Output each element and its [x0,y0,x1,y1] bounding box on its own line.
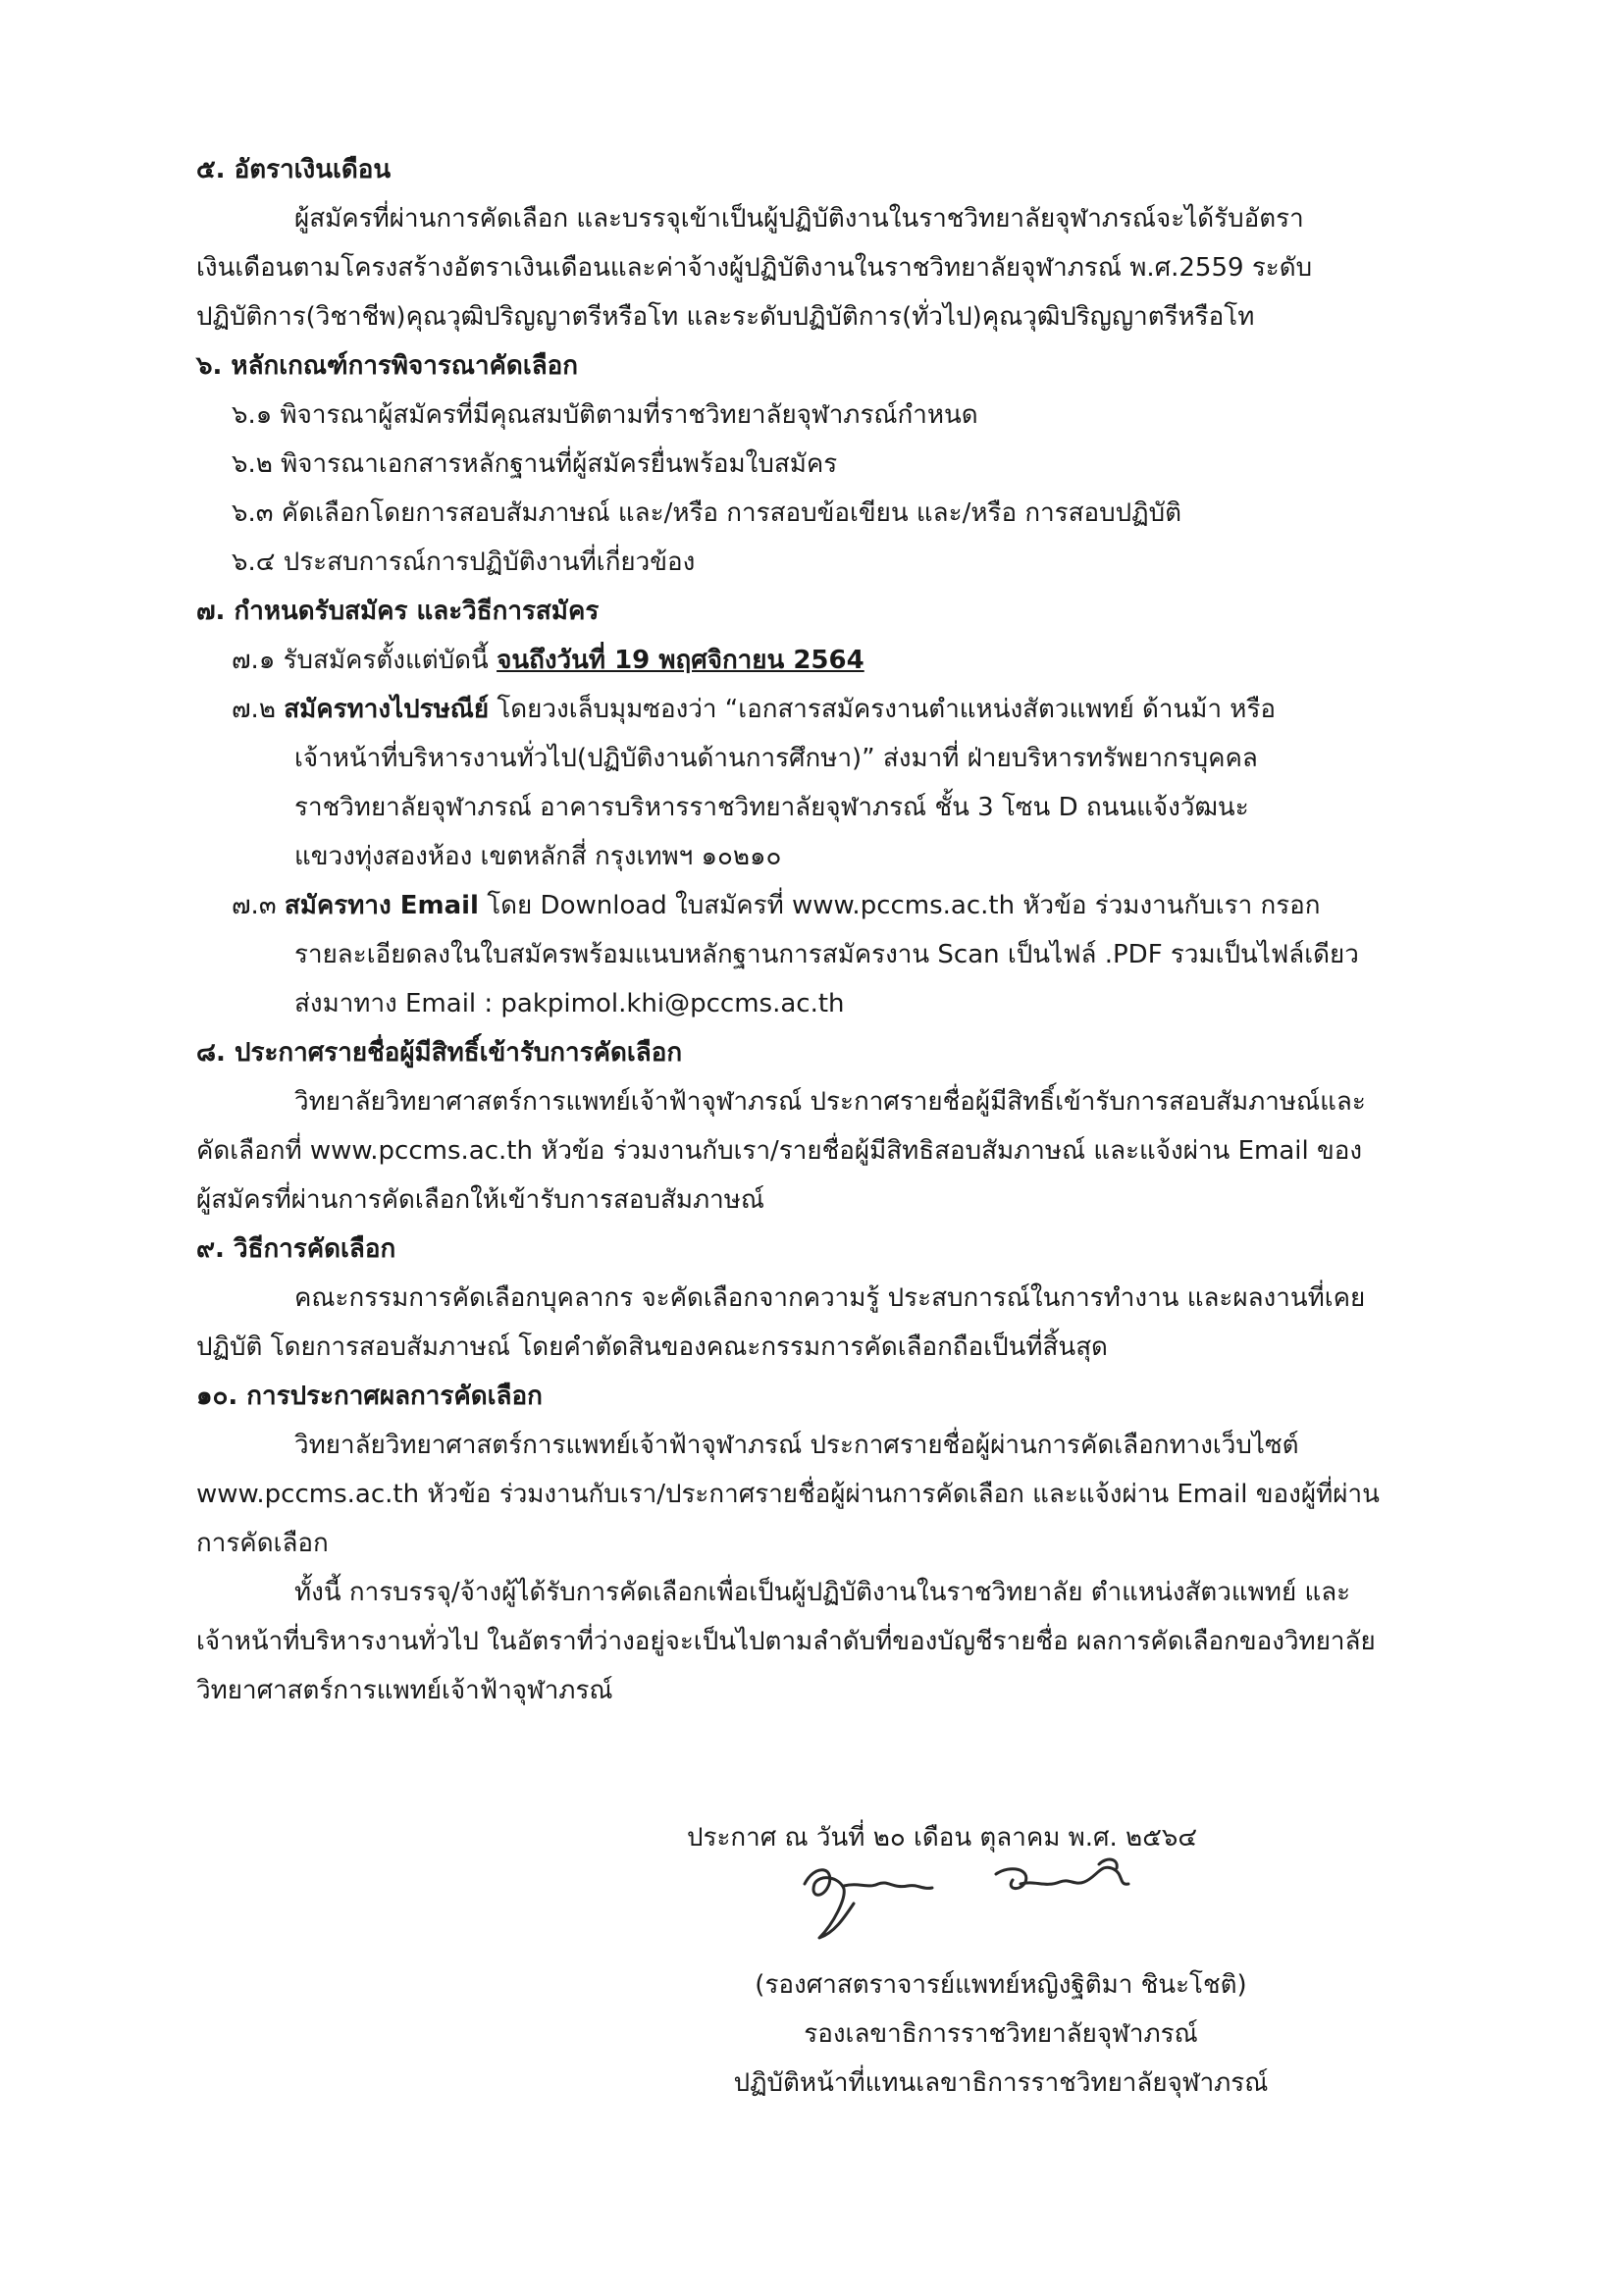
paragraph-line: เจ้าหน้าที่บริหารงานทั่วไป(ปฏิบัติงานด้านการศึกษา)” ส่งมาที่ ฝ่ายบริหารทรัพยากรบุคคล [294,744,1258,773]
section-10-heading: ๑๐. การประกาศผลการคัดเลือก [196,1382,543,1411]
paragraph-line: ผู้สมัครที่ผ่านการคัดเลือกให้เข้ารับการสอบสัมภาษณ์ [196,1185,764,1215]
paragraph-line: เงินเดือนตามโครงสร้างอัตราเงินเดือนและค่าจ้างผู้ปฏิบัติงานในราชวิทยาลัยจุฬาภรณ์ พ.ศ.2559 ระดับ [196,253,1313,283]
deadline-text: จนถึงวันที่ 19 พฤศจิกายน 2564 [497,646,864,675]
signer-name: (รองศาสตราจารย์แพทย์หญิงฐิติมา ชินะโชติ) [755,1970,1247,2000]
paragraph-line: วิทยาศาสตร์การแพทย์เจ้าฟ้าจุฬาภรณ์ [196,1676,613,1705]
list-item: ๖.๒ พิจารณาเอกสารหลักฐานที่ผู้สมัครยื่นพร้อมใบสมัคร [232,449,838,479]
email-method: สมัครทาง Email [284,891,479,920]
item-7-1-text: ๗.๑ รับสมัครตั้งแต่บัดนี้ [232,646,497,675]
list-item [232,644,864,677]
list-item [232,693,1276,726]
paragraph-line: ราชวิทยาลัยจุฬาภรณ์ อาคารบริหารราชวิทยาลัยจุฬาภรณ์ ชั้น 3 โซน D ถนนแจ้งวัฒนะ [294,793,1249,822]
paragraph-line: วิทยาลัยวิทยาศาสตร์การแพทย์เจ้าฟ้าจุฬาภรณ์ ประกาศรายชื่อผู้ผ่านการคัดเลือกทางเว็บไซต์ [294,1431,1299,1460]
paragraph-line: ปฏิบัติ โดยการสอบสัมภาษณ์ โดยคำตัดสินของคณะกรรมการคัดเลือกถือเป็นที่สิ้นสุด [196,1332,1108,1362]
section-6-heading: ๖. หลักเกณฑ์การพิจารณาคัดเลือก [196,351,578,381]
list-item: ๖.๔ ประสบการณ์การปฏิบัติงานที่เกี่ยวข้อง [232,548,696,577]
paragraph-line: ปฏิบัติการ(วิชาชีพ)คุณวุฒิปริญญาตรีหรือโท และระดับปฏิบัติการ(ทั่วไป)คุณวุฒิปริญญาตรีหรือโท [196,302,1255,332]
section-7-heading: ๗. กำหนดรับสมัคร และวิธีการสมัคร [196,597,600,626]
paragraph-line: ผู้สมัครที่ผ่านการคัดเลือก และบรรจุเข้าเป็นผู้ปฏิบัติงานในราชวิทยาลัยจุฬาภรณ์จะได้รับอัตรา [294,204,1304,234]
paragraph-line: ทั้งนี้ การบรรจุ/จ้างผู้ได้รับการคัดเลือกเพื่อเป็นผู้ปฏิบัติงานในราชวิทยาลัย ตำแหน่งสัตวแพทย์ และ [294,1578,1351,1607]
signer-title: รองเลขาธิการราชวิทยาลัยจุฬาภรณ์ [804,2019,1198,2049]
paragraph-line: คณะกรรมการคัดเลือกบุคลากร จะคัดเลือกจากความรู้ ประสบการณ์ในการทำงาน และผลงานที่เคย [294,1283,1366,1313]
item-text: โดย Download ใบสมัครที่ www.pccms.ac.th หัวข้อ ร่วมงานกับเรา กรอก [478,891,1321,920]
paragraph-line: เจ้าหน้าที่บริหารงานทั่วไป ในอัตราที่ว่างอยู่จะเป็นไปตามลำดับที่ของบัญชีรายชื่อ ผลการคัดเลือกของวิทยาลัย [196,1627,1376,1656]
paragraph-line: คัดเลือกที่ www.pccms.ac.th หัวข้อ ร่วมงานกับเรา/รายชื่อผู้มีสิทธิสอบสัมภาษณ์ และแจ้งผ่าน Email ของ [196,1136,1363,1166]
section-5-heading: ๕. อัตราเงินเดือน [196,155,392,184]
item-number: ๗.๒ [232,695,285,724]
section-8-heading: ๘. ประกาศรายชื่อผู้มีสิทธิ์เข้ารับการคัดเลือก [196,1038,683,1068]
paragraph-line: การคัดเลือก [196,1529,329,1558]
list-item: ๖.๑ พิจารณาผู้สมัครที่มีคุณสมบัติตามที่ราชวิทยาลัยจุฬาภรณ์กำหนด [232,400,978,430]
paragraph-line: ส่งมาทาง Email : pakpimol.khi@pccms.ac.th [294,989,845,1018]
announcement-date: ประกาศ ณ วันที่ ๒๐ เดือน ตุลาคม พ.ศ. ๒๕๖๔ [687,1823,1198,1852]
paragraph-line: วิทยาลัยวิทยาศาสตร์การแพทย์เจ้าฟ้าจุฬาภรณ์ ประกาศรายชื่อผู้มีสิทธิ์เข้ารับการสอบสัมภาษณ์และ [294,1087,1366,1117]
signature-image [785,1845,1158,1953]
postal-method: สมัครทางไปรษณีย์ [284,695,490,724]
item-text: โดยวงเล็บมุมซองว่า “เอกสารสมัครงานตำแหน่งสัตวแพทย์ ด้านม้า หรือ [489,695,1277,724]
section-9-heading: ๙. วิธีการคัดเลือก [196,1234,396,1264]
paragraph-line: รายละเอียดลงในใบสมัครพร้อมแนบหลักฐานการสมัครงาน Scan เป็นไฟล์ .PDF รวมเป็นไฟล์เดียว [294,940,1359,969]
paragraph-line: แขวงทุ่งสองห้อง เขตหลักสี่ กรุงเทพฯ ๑๐๒๑๐ [294,842,782,871]
list-item: ๖.๓ คัดเลือกโดยการสอบสัมภาษณ์ และ/หรือ การสอบข้อเขียน และ/หรือ การสอบปฏิบัติ [232,498,1181,528]
paragraph-line: www.pccms.ac.th หัวข้อ ร่วมงานกับเรา/ประกาศรายชื่อผู้ผ่านการคัดเลือก และแจ้งผ่าน Email ของผู้ที่ผ่าน [196,1480,1380,1509]
item-number: ๗.๓ [232,891,285,920]
list-item [232,889,1321,922]
signer-acting-title: ปฏิบัติหน้าที่แทนเลขาธิการราชวิทยาลัยจุฬาภรณ์ [733,2068,1269,2098]
